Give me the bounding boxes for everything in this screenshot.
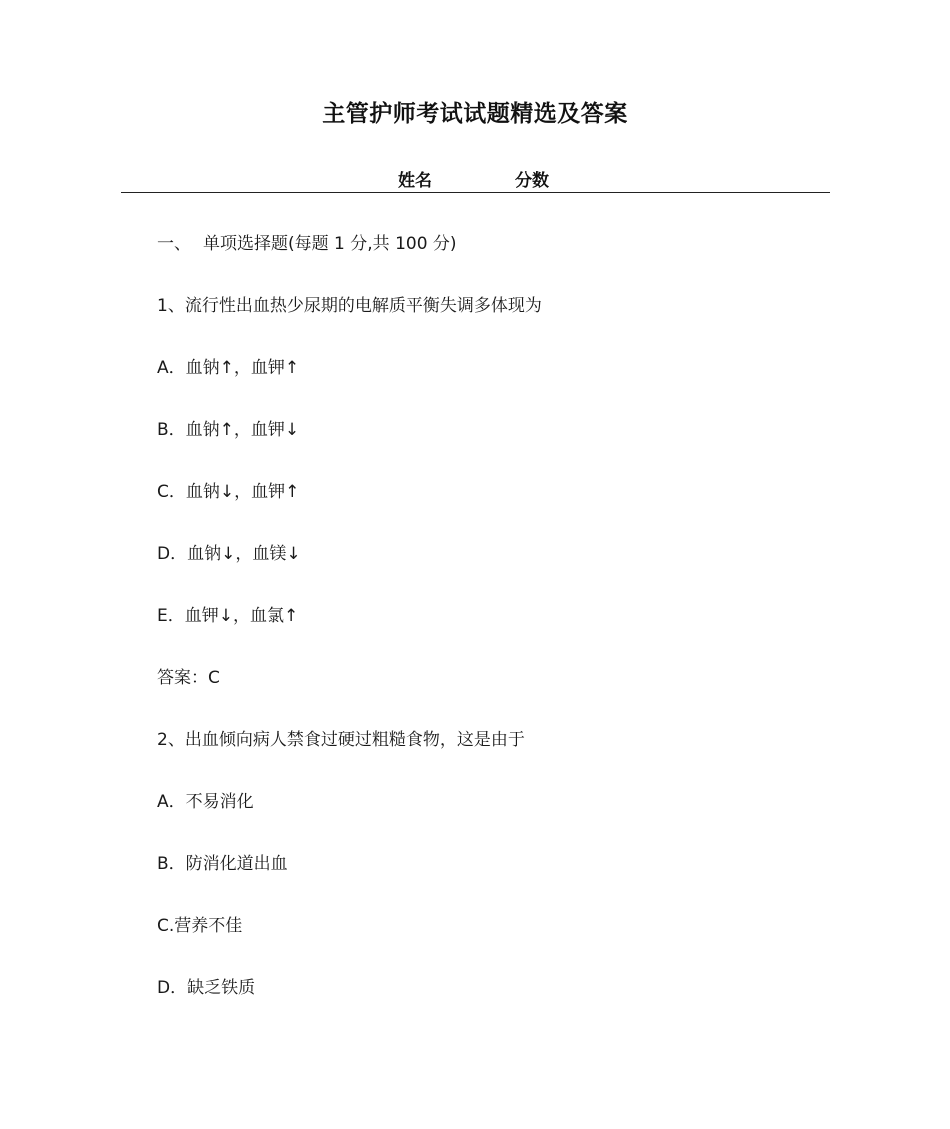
option-e: E．血钾↓，血氯↑ bbox=[157, 606, 299, 626]
option-a: A．不易消化 bbox=[157, 792, 254, 812]
name-score-row bbox=[0, 168, 950, 194]
option-a: A．血钠↑，血钾↑ bbox=[157, 358, 300, 378]
section-heading bbox=[157, 231, 457, 257]
question-stem: 1、流行性出血热少尿期的电解质平衡失调多体现为 bbox=[157, 296, 542, 316]
score-label: 分数 bbox=[515, 171, 549, 191]
option-c: C．血钠↓，血钾↑ bbox=[157, 482, 300, 502]
option-d: D．血钠↓，血镁↓ bbox=[157, 544, 301, 564]
section-marker: 一、 bbox=[157, 234, 191, 254]
option-b: B．血钠↑，血钾↓ bbox=[157, 420, 300, 440]
option-d: D．缺乏铁质 bbox=[157, 978, 256, 998]
option-c: C.营养不佳 bbox=[157, 916, 243, 936]
section-heading-text: 单项选择题(每题 1 分,共 100 分) bbox=[203, 234, 457, 254]
name-label: 姓名 bbox=[398, 171, 432, 191]
option-b: B．防消化道出血 bbox=[157, 854, 288, 874]
document-title: 主管护师考试试题精选及答案 bbox=[322, 101, 628, 127]
answer-line: 答案：C bbox=[157, 668, 220, 688]
question-stem: 2、出血倾向病人禁食过硬过粗糙食物，这是由于 bbox=[157, 730, 525, 750]
header-divider bbox=[121, 192, 830, 193]
